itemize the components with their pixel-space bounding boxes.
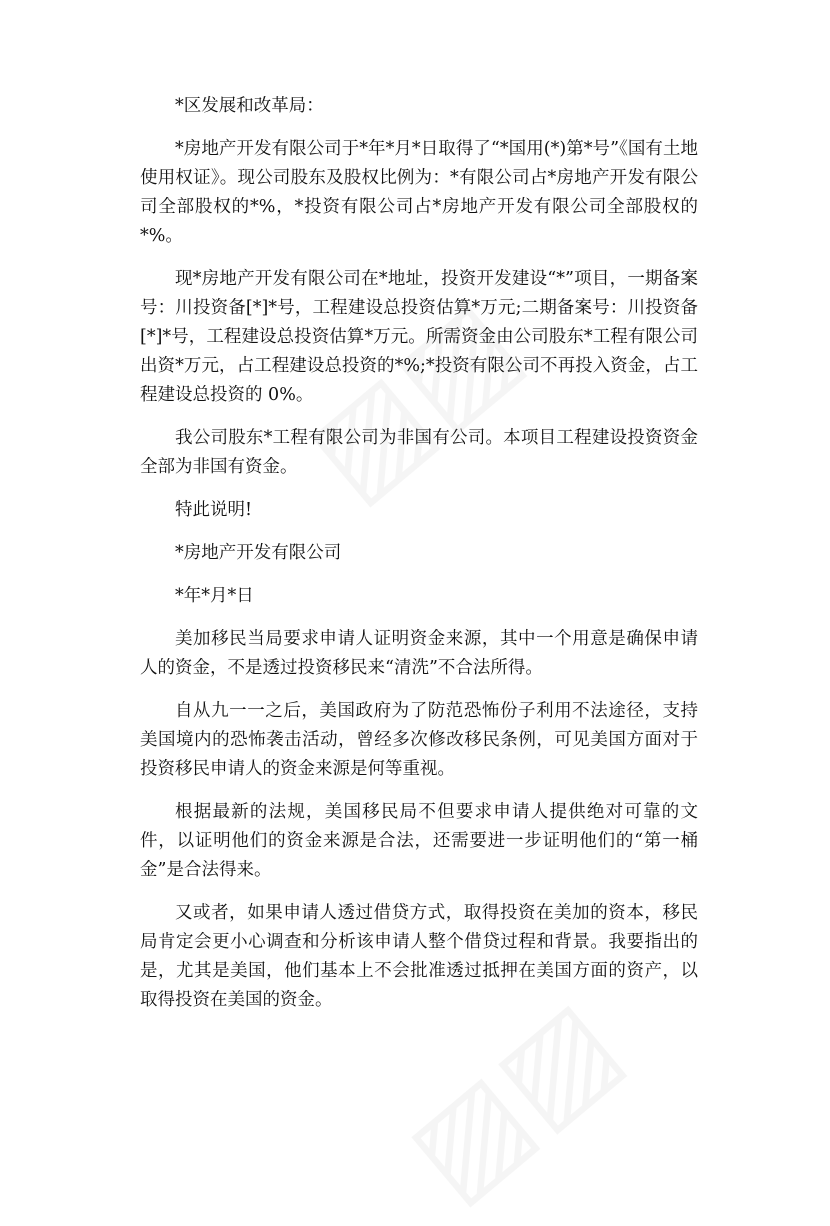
signature-date: *年*月*日 xyxy=(175,586,254,606)
signature-company: *房地产开发有限公司 xyxy=(175,543,342,563)
body-paragraph: 我公司股东*工程有限公司为非国有公司。本项目工程建设投资资金全部为非国有资金。 xyxy=(140,428,698,477)
body-paragraph: 现*房地产开发有限公司在*地址，投资开发建设“*”项目，一期备案号：川投资备[*]*号，工程建设总投资估算*万元;二期备案号：川投资备[*]*号，工程建设总投资估算*万元。所需资金由公司股东*工程有限公司出资*万元，占工程建设总投资的*%;*投资有限公司不再投入资金，占工程建设总投资的 0%。 xyxy=(140,269,698,405)
closing-statement: 特此说明! xyxy=(175,500,253,520)
article-paragraph: 自从九一一之后，美国政府为了防范恐怖份子利用不法途径，支持美国境内的恐怖袭击活动，曾经多次修改移民条例，可见美国方面对于投资移民申请人的资金来源是何等重视。 xyxy=(140,701,698,779)
article-paragraph: 又或者，如果申请人透过借贷方式，取得投资在美加的资本，移民局肯定会更小心调查和分析该申请人整个借贷过程和背景。我要指出的是，尤其是美国，他们基本上不会批准透过抵押在美国方面的资产，以取得投资在美国的资金。 xyxy=(140,903,698,1010)
salutation: *区发展和改革局： xyxy=(175,96,324,116)
article-paragraph: 美加移民当局要求申请人证明资金来源，其中一个用意是确保申请人的资金，不是透过投资移民来“清洗”不合法所得。 xyxy=(140,629,698,678)
article-paragraph: 根据最新的法规，美国移民局不但要求申请人提供绝对可靠的文件，以证明他们的资金来源是合法，还需要进一步证明他们的“第一桶金”是合法得来。 xyxy=(140,802,698,880)
body-paragraph: *房地产开发有限公司于*年*月*日取得了“*国用(*)第*号”《国有土地使用权证》。现公司股东及股权比例为：*有限公司占*房地产开发有限公司全部股权的*%，*投资有限公司占*房地产开发有限公司全部股权的*%。 xyxy=(140,139,698,246)
document-body xyxy=(140,92,698,1029)
